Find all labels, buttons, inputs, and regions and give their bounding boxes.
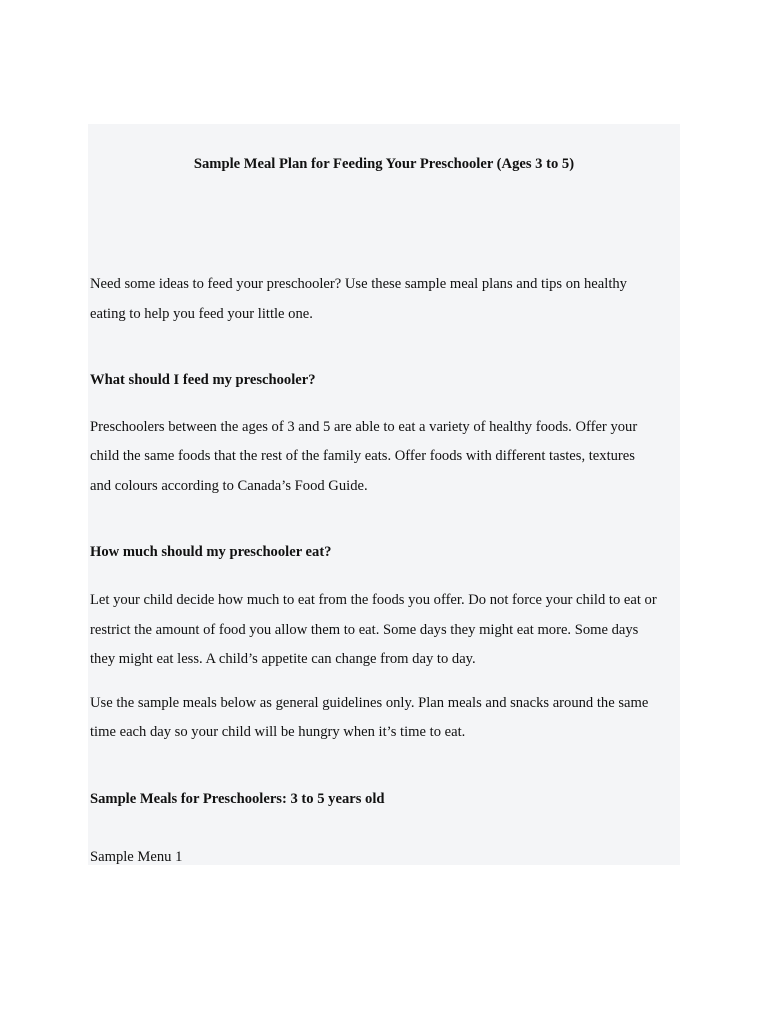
sample-menu-label: Sample Menu 1 [90, 849, 183, 865]
section1-line-1: Preschoolers between the ages of 3 and 5 are able to eat a variety of healthy foods. Offer your [90, 419, 638, 435]
section1-line-3: and colours according to Canada’s Food Guide. [90, 478, 368, 494]
document-content [88, 124, 680, 865]
section-heading-sample-meals: Sample Meals for Preschoolers: 3 to 5 years old [90, 791, 385, 807]
intro-line-1: Need some ideas to feed your preschooler? Use these sample meal plans and tips on healthy [90, 276, 627, 292]
section1-line-2: child the same foods that the rest of the family eats. Offer foods with different tastes, textures [90, 448, 635, 464]
section2-para1-line-2: restrict the amount of food you allow them to eat. Some days they might eat more. Some days [90, 622, 639, 638]
intro-line-2: eating to help you feed your little one. [90, 306, 313, 322]
section2-para2-line-1: Use the sample meals below as general guidelines only. Plan meals and snacks around the same [90, 695, 649, 711]
section2-para1-line-1: Let your child decide how much to eat from the foods you offer. Do not force your child to eat or [90, 592, 657, 608]
section-heading-what-to-feed: What should I feed my preschooler? [90, 372, 316, 388]
section2-para2-line-2: time each day so your child will be hungry when it’s time to eat. [90, 724, 466, 740]
section2-para1-line-3: they might eat less. A child’s appetite can change from day to day. [90, 651, 476, 667]
document-title: Sample Meal Plan for Feeding Your Preschooler (Ages 3 to 5) [193, 156, 575, 172]
section-heading-how-much: How much should my preschooler eat? [90, 544, 332, 560]
